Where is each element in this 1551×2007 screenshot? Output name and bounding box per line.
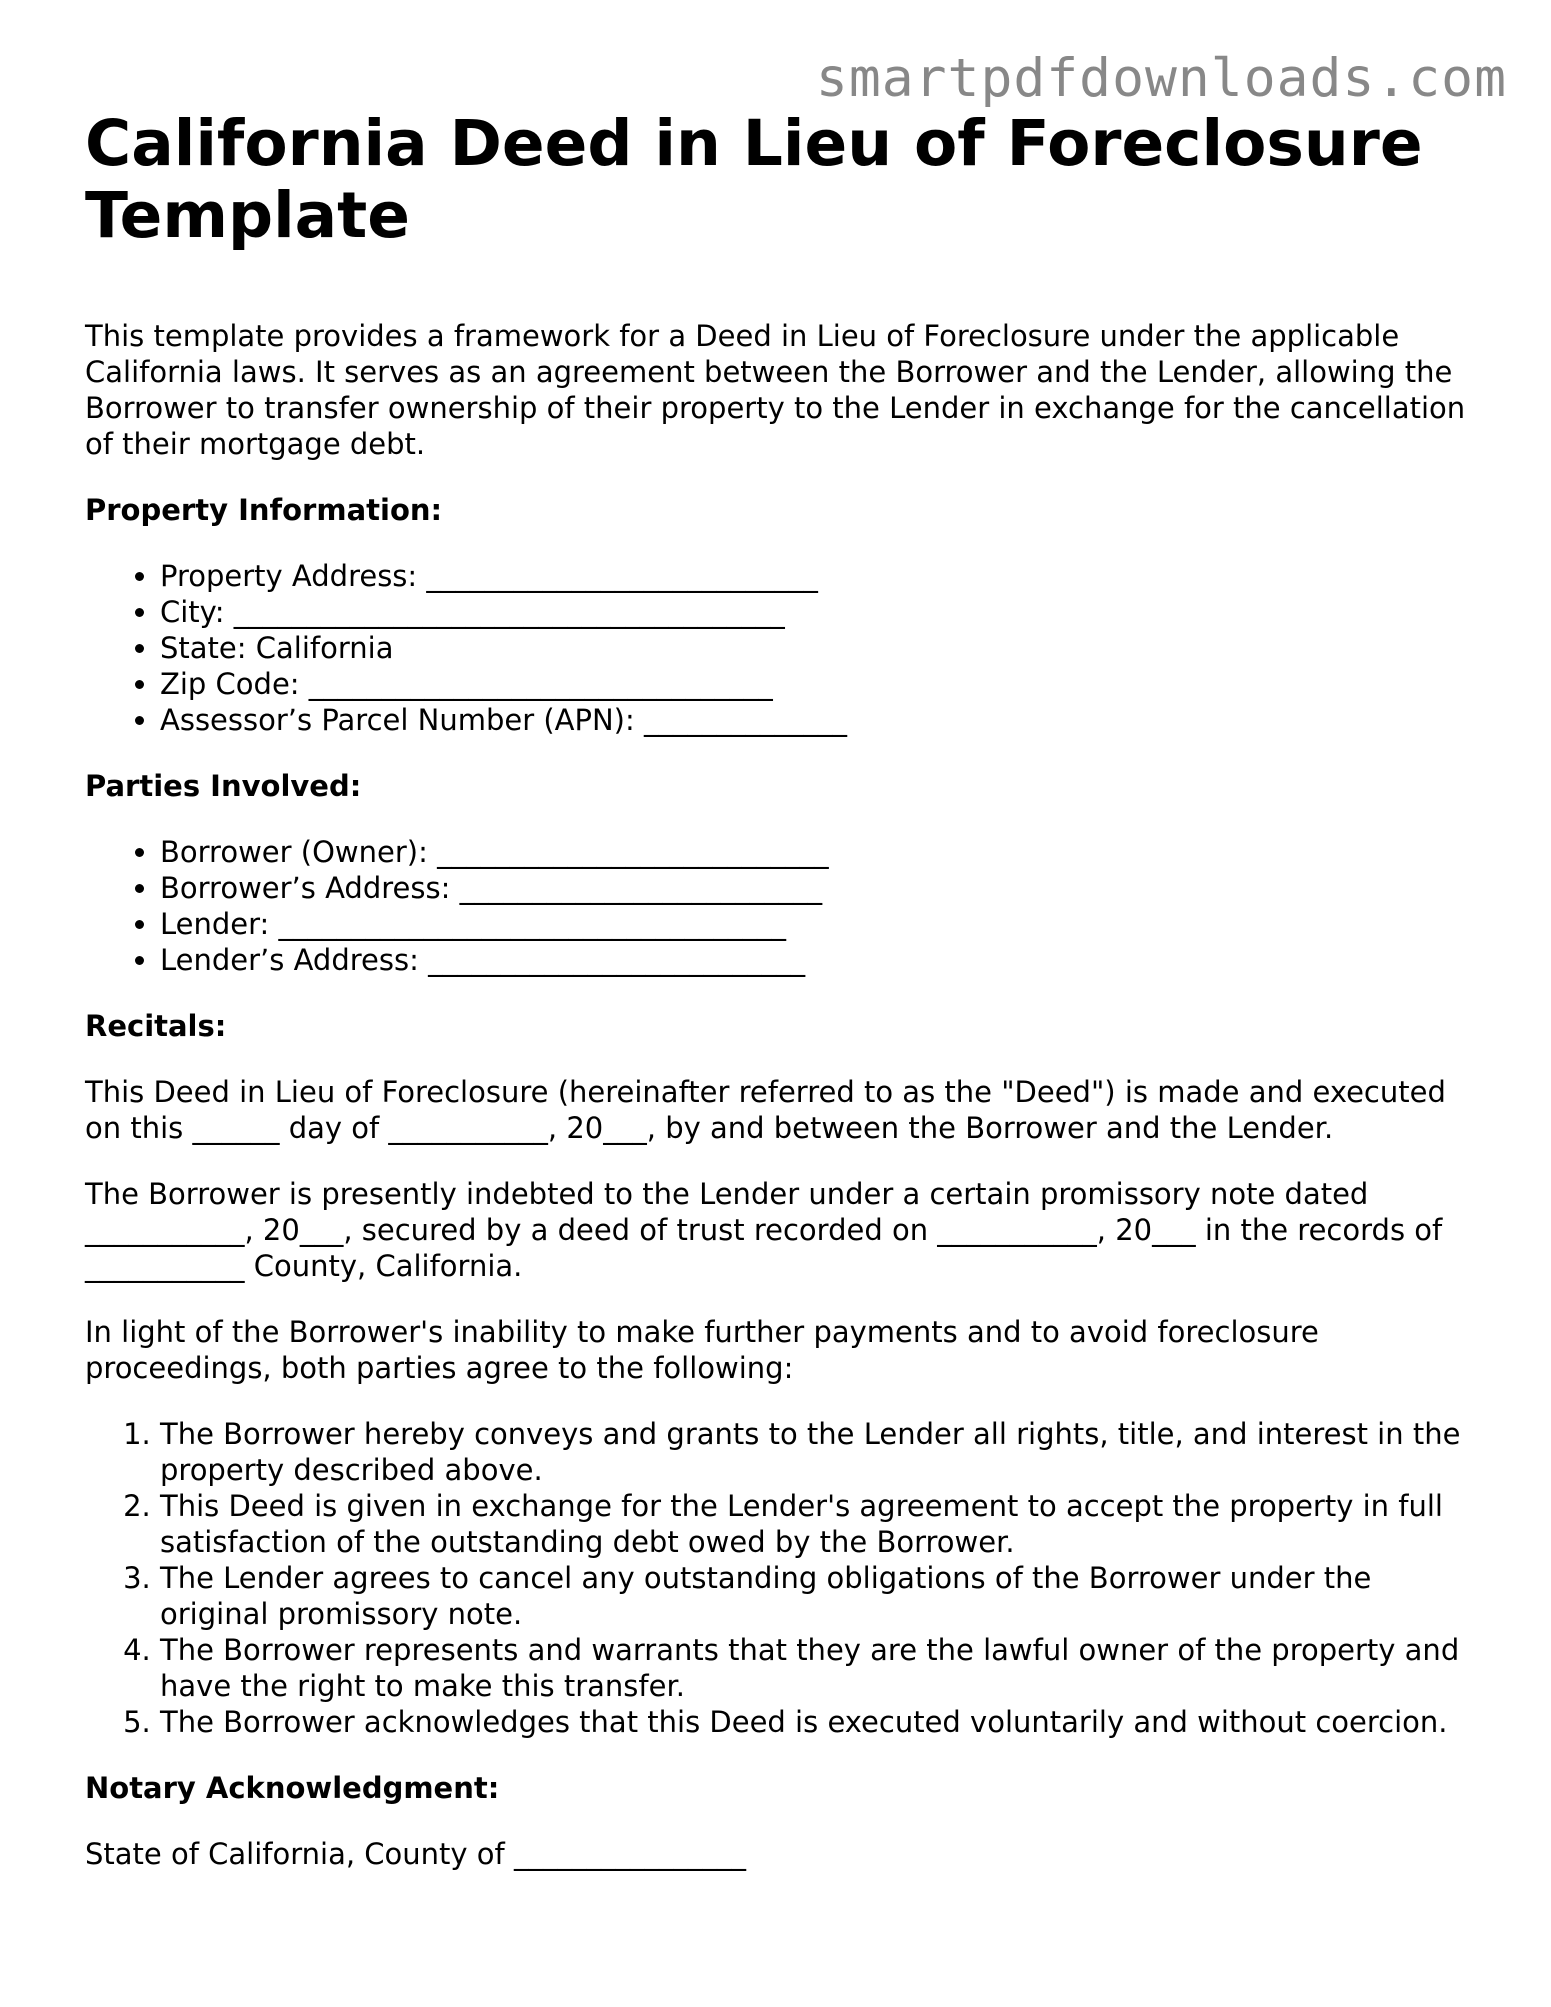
intro-paragraph: This template provides a framework for a Deed in Lieu of Foreclosure under the applicable California laws. It serves as an agreement between the Borrower and the Lender, allowing the Borrower to transfer ownership of their property to the Lender in exchange for the cancellation of their mortgage debt. [85,319,1466,461]
apn-item: • Assessor’s Parcel Number (APN): ______________ [160,702,1475,738]
lender-item: • Lender: ___________________________________ [160,906,1475,942]
term-item: 5. The Borrower acknowledges that this Deed is executed voluntarily and without coercion. [160,1704,1475,1740]
document-body [85,108,1475,1872]
notary-heading: Notary Acknowledgment: [85,1771,500,1805]
property-address-item: • Property Address: ___________________________ [160,558,1475,594]
recital-paragraph: In light of the Borrower's inability to make further payments and to avoid foreclosure proceedings, both parties agree to the following: [85,1315,1319,1385]
city-item: • City: ______________________________________ [160,594,1475,630]
document-title: California Deed in Lieu of Foreclosure Template [85,107,1423,252]
term-item: 1. The Borrower hereby conveys and grants to the Lender all rights, title, and interest in the property described above. [160,1416,1475,1488]
recital-paragraph: This Deed in Lieu of Foreclosure (hereinafter referred to as the "Deed") is made and executed on this ______ day of ___________, 20___, by and between the Borrower and the Lender. [85,1075,1446,1145]
term-item: 4. The Borrower represents and warrants that they are the lawful owner of the property and have the right to make this transfer. [160,1632,1475,1704]
recital-paragraph: The Borrower is presently indebted to the Lender under a certain promissory note dated ___________, 20___, secured by a deed of trust recorded on ___________, 20___ in the records of ___________ County, California. [85,1177,1443,1283]
borrower-address-item: • Borrower’s Address: _________________________ [160,870,1475,906]
term-item: 3. The Lender agrees to cancel any outstanding obligations of the Borrower under the original promissory note. [160,1560,1475,1632]
lender-address-item: • Lender’s Address: __________________________ [160,942,1475,978]
watermark: smartpdfdownloads.com [815,48,1507,109]
recitals-heading: Recitals: [85,1009,227,1043]
property-list [85,558,1475,738]
parties-list [85,834,1475,978]
notary-county-line: State of California, County of ________________ [85,1837,746,1871]
terms-list [85,1416,1475,1740]
zip-code-item: • Zip Code: ________________________________ [160,666,1475,702]
state-item: • State: California [160,630,1475,666]
parties-heading: Parties Involved: [85,769,362,803]
property-heading: Property Information: [85,493,443,527]
term-item: 2. This Deed is given in exchange for the Lender's agreement to accept the property in full satisfaction of the outstanding debt owed by the Borrower. [160,1488,1475,1560]
borrower-item: • Borrower (Owner): ___________________________ [160,834,1475,870]
